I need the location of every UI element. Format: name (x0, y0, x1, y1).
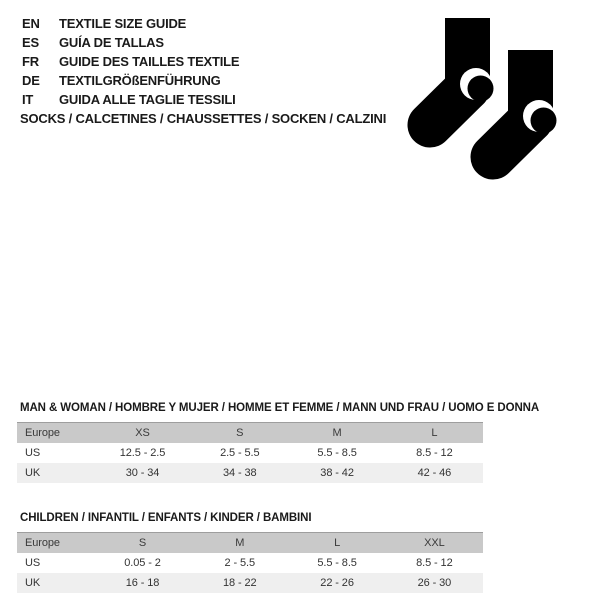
language-code: EN (22, 16, 40, 31)
table-title-man-woman: MAN & WOMAN / HOMBRE Y MUJER / HOMME ET FEMME / MANN UND FRAU / UOMO E DONNA (20, 402, 540, 414)
table-row-uk (17, 573, 483, 593)
column-header-size: L (334, 536, 341, 549)
size-table (17, 422, 483, 483)
size-cell: 26 - 30 (417, 576, 452, 589)
column-header-size: M (235, 536, 245, 549)
size-cell: 8.5 - 12 (416, 446, 453, 459)
socks-icon (398, 8, 563, 188)
category-title: SOCKS / CALCETINES / CHAUSSETTES / SOCKEN / CALZINI (20, 111, 387, 126)
language-row (22, 14, 239, 33)
size-cell: 22 - 26 (320, 576, 354, 589)
language-code: IT (22, 92, 34, 107)
language-code: FR (22, 54, 39, 69)
language-list (22, 14, 239, 109)
column-header-size: L (431, 426, 438, 439)
size-cell: 0.05 - 2 (124, 556, 161, 569)
size-table-man-woman (17, 402, 540, 483)
table-row-us (17, 553, 483, 573)
size-cell: 16 - 18 (125, 576, 160, 589)
table-row-us (17, 443, 483, 463)
language-code: DE (22, 73, 40, 88)
size-cell: 34 - 38 (223, 466, 257, 479)
size-cell: 5.5 - 8.5 (317, 556, 357, 569)
language-label: GUIDA ALLE TAGLIE TESSILI (59, 92, 236, 107)
row-region: US (25, 446, 41, 459)
language-row (22, 90, 239, 109)
row-region: US (25, 556, 41, 569)
size-table-children (17, 512, 483, 593)
table-row-uk (17, 463, 483, 483)
language-row (22, 52, 239, 71)
language-code: ES (22, 35, 39, 50)
size-cell: 42 - 46 (417, 466, 452, 479)
sock-front (493, 50, 557, 157)
column-header-region: Europe (25, 426, 60, 439)
column-header-size: M (332, 426, 342, 439)
column-header-size: XXL (424, 536, 445, 549)
language-label: TEXTILE SIZE GUIDE (59, 16, 187, 31)
size-cell: 2 - 5.5 (224, 556, 256, 569)
row-region: UK (25, 466, 41, 479)
row-region: UK (25, 576, 41, 589)
size-cell: 2.5 - 5.5 (220, 446, 260, 459)
language-row (22, 33, 239, 52)
table-title-children: CHILDREN / INFANTIL / ENFANTS / KINDER / BAMBINI (20, 512, 312, 524)
language-row (22, 71, 239, 90)
size-cell: 12.5 - 2.5 (119, 446, 166, 459)
language-label: TEXTILGRÖßENFÜHRUNG (59, 73, 221, 88)
size-cell: 18 - 22 (223, 576, 257, 589)
size-cell: 5.5 - 8.5 (317, 446, 357, 459)
size-cell: 30 - 34 (125, 466, 160, 479)
column-header-size: XS (135, 426, 150, 439)
column-header-size: S (138, 536, 147, 549)
size-cell: 8.5 - 12 (416, 556, 453, 569)
column-header-region: Europe (25, 536, 60, 549)
column-header-size: S (236, 426, 244, 439)
table-header-row (17, 533, 483, 553)
table-header-row (17, 423, 483, 443)
language-label: GUÍA DE TALLAS (59, 35, 164, 50)
sock-back (430, 18, 494, 125)
size-table (17, 532, 483, 593)
language-label: GUIDE DES TAILLES TEXTILE (59, 54, 240, 69)
size-cell: 38 - 42 (320, 466, 354, 479)
